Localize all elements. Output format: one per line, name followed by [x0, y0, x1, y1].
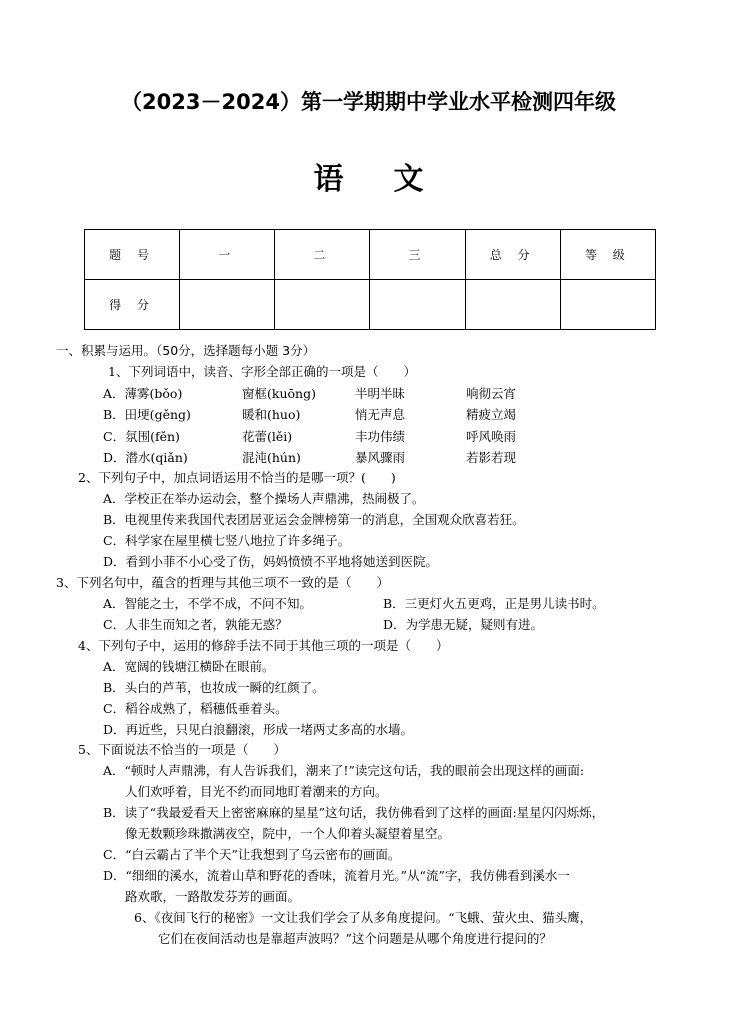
q1-option: 丰功伟绩	[355, 429, 406, 444]
score-cell: 得 分	[85, 280, 180, 330]
subject-title: 语文	[313, 162, 474, 197]
q2-option: D．看到小菲不小心受了伤，妈妈愤愤不平地将她送到医院。	[103, 554, 439, 569]
q3-option: C．人非生而知之者，孰能无惑？	[103, 617, 288, 632]
question-stem: 4、下列句子中，运用的修辞手法不同于其他三项的一项是（ ）	[78, 638, 449, 653]
q5-option-line: 像无数颗珍珠撒满夜空，院中，一个人仰着头凝望着星空。	[125, 826, 451, 841]
question-stem-continued: 它们在夜间活动也是靠超声波吗？”这个问题是从哪个角度进行提问的？	[158, 931, 552, 946]
q1-option: A．薄雾(bǒo)	[103, 386, 183, 401]
score-table	[84, 229, 656, 330]
q1-option: 窗框(kuōng)	[242, 386, 316, 401]
question-stem: 1、下列词语中，读音、字形全部正确的一项是（ ）	[108, 364, 416, 379]
q5-option-line: 人们欢呼着，目光不约而同地盯着潮来的方向。	[125, 784, 388, 799]
question-stem: 3、下列名句中，蕴含的哲理与其他三项不一致的是（ ）	[56, 575, 389, 590]
score-cell: 题 号	[85, 230, 180, 280]
score-cell: 一	[180, 230, 275, 280]
q1-option: 半明半昧	[355, 386, 406, 401]
score-table-header-row	[85, 230, 656, 280]
score-cell: 等 级	[560, 230, 655, 280]
q1-option: 花蕾(lěi)	[242, 429, 293, 444]
q3-option: D．为学患无疑，疑则有进。	[383, 617, 544, 632]
score-input-cell[interactable]	[180, 280, 275, 330]
q1-option: 混沌(hún)	[242, 450, 301, 465]
q5-option-line: 路欢歌，一路散发芬芳的画面。	[125, 889, 301, 904]
section-heading: 一、积累与运用。（50分，选择题每小题 3分）	[56, 343, 316, 358]
score-input-cell[interactable]	[560, 280, 655, 330]
q4-option: C．稻谷成熟了，稻穗低垂着头。	[103, 701, 288, 716]
q1-option: 呼风唤雨	[466, 429, 517, 444]
question-stem: 5、下面说法不恰当的一项是（ ）	[78, 742, 286, 757]
q1-option: 若影若现	[466, 450, 517, 465]
exam-title: （2023－2024）第一学期期中学业水平检测四年级	[121, 90, 616, 114]
q1-option: 暖和(huo)	[242, 407, 301, 422]
question-stem: 6、《夜间飞行的秘密》一文让我们学会了从多角度提问。“飞蛾、萤火虫、猫头鹰，	[134, 910, 593, 925]
q5-option-line: D．“细细的溪水，流着山草和野花的香味，流着月光。”从“流”字，我仿佛看到溪水一	[103, 868, 570, 883]
score-cell: 总 分	[465, 230, 560, 280]
q1-option: B．田埂(gěng)	[103, 407, 191, 422]
q5-option-line: B．读了“我最爱看天上密密麻麻的星星”这句话，我仿佛看到了这样的画面:星星闪闪烁烁，	[103, 805, 605, 820]
question-stem: 2、下列句子中，加点词语运用不恰当的是哪一项？( )	[78, 470, 396, 485]
q1-option: 悄无声息	[355, 407, 406, 422]
q4-option: D．再近些，只见白浪翻滚，形成一堵两丈多高的水墙。	[103, 722, 414, 737]
score-cell: 三	[370, 230, 465, 280]
score-cell: 二	[275, 230, 370, 280]
q1-option: 响彻云宵	[466, 386, 517, 401]
q4-option: A．宽阔的钱塘江横卧在眼前。	[103, 659, 275, 674]
q3-option: A．智能之士，不学不成，不问不知。	[103, 596, 313, 611]
q5-option-line: A．“顿时人声鼎沸，有人告诉我们，潮来了!”读完这句话，我的眼前会出现这样的画面:	[103, 763, 585, 778]
q2-option: A．学校正在举办运动会，整个操场人声鼎沸，热闹极了。	[103, 491, 425, 506]
score-input-cell[interactable]	[465, 280, 560, 330]
score-table-score-row	[85, 280, 656, 330]
q4-option: B．头白的芦苇，也妆成一瞬的红颜了。	[103, 680, 325, 695]
score-input-cell[interactable]	[370, 280, 465, 330]
score-input-cell[interactable]	[275, 280, 370, 330]
q5-option-line: C．“白云霸占了半个天”让我想到了乌云密布的画面。	[103, 847, 401, 862]
q3-option: B．三更灯火五更鸡，正是男儿读书时。	[383, 596, 605, 611]
q1-option: C．氛围(fěn)	[103, 429, 180, 444]
q2-option: C．科学家在屋里横七竖八地拉了许多绳子。	[103, 533, 351, 548]
q1-option: 精疲立竭	[466, 407, 517, 422]
q2-option: B．电视里传来我国代表团居亚运会金牌榜第一的消息，全国观众欣喜若狂。	[103, 512, 525, 527]
q1-option: D．潜水(qiǎn)	[103, 450, 188, 465]
q1-option: 暴风骤雨	[355, 450, 406, 465]
